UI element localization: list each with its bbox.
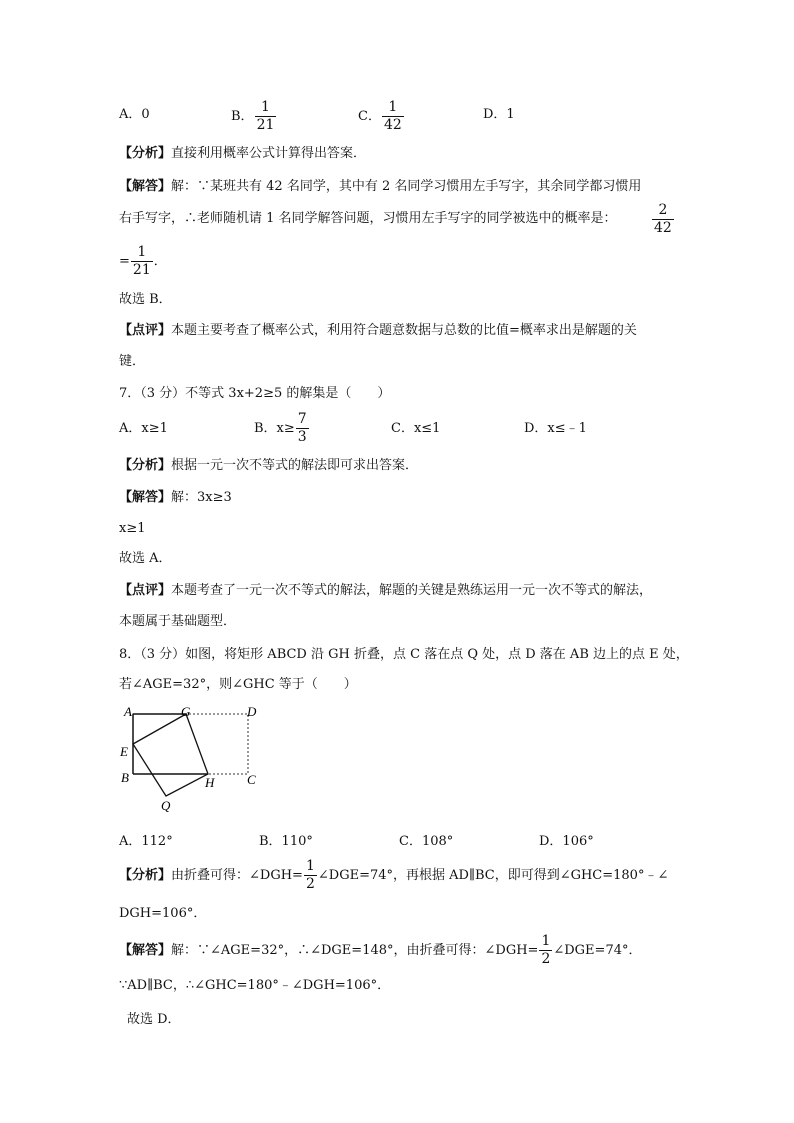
equals-sign: = bbox=[119, 254, 130, 269]
solution-tag: 【解答】 bbox=[119, 490, 172, 505]
comment-tag: 【点评】 bbox=[119, 583, 172, 598]
q6-option-d: D．1 bbox=[483, 107, 515, 122]
fraction bbox=[131, 244, 153, 279]
q6-option-c bbox=[358, 99, 405, 134]
q8-analysis-line1 bbox=[119, 858, 668, 893]
q6-option-c-prefix: C． bbox=[358, 109, 381, 124]
label-b: B bbox=[121, 770, 129, 785]
q6-comment-line1 bbox=[119, 322, 637, 340]
label-e: E bbox=[120, 744, 128, 759]
q7-option-a: A．x≥1 bbox=[119, 421, 168, 436]
q6-option-a: A．0 bbox=[119, 107, 150, 122]
q6-choose: 故选 B． bbox=[119, 292, 172, 307]
label-q: Q bbox=[161, 798, 171, 813]
q7-analysis bbox=[119, 457, 418, 475]
fraction bbox=[539, 933, 552, 968]
q7-option-d: D．x≤﹣1 bbox=[524, 421, 587, 436]
analysis-tag: 【分析】 bbox=[119, 146, 172, 161]
q8-option-d: D．106° bbox=[539, 834, 594, 849]
q7-solution-line1 bbox=[119, 489, 232, 507]
fraction-denominator: 42 bbox=[654, 220, 672, 236]
q6-analysis bbox=[119, 145, 366, 163]
q7-option-b bbox=[254, 411, 310, 446]
q8-solution-line2: ∵AD∥BC，∴∠GHC=180°﹣∠DGH=106°． bbox=[119, 978, 391, 993]
q8-question-line2: 若∠AGE=32°，则∠GHC 等于（ ） bbox=[119, 677, 357, 692]
fraction-numerator: 1 bbox=[261, 99, 270, 115]
fraction-numerator: 1 bbox=[541, 933, 551, 949]
q8-solution-line1 bbox=[119, 933, 641, 968]
q8-option-c: C．108° bbox=[399, 834, 454, 849]
solution-text: 解：∵某班共有 42 名同学，其中有 2 名同学习惯用左手写字，其余同学都习惯用 bbox=[171, 179, 642, 194]
fraction-denominator: 2 bbox=[305, 876, 315, 892]
fraction bbox=[304, 858, 317, 893]
comment-text: 本题考查了一元一次不等式的解法，解题的关键是熟练运用一元一次不等式的解法， bbox=[171, 583, 653, 598]
q7-question: 7．（3 分）不等式 3x+2≥5 的解集是（ ） bbox=[119, 386, 391, 401]
solution-text-post: ∠DGE=74°． bbox=[553, 943, 642, 958]
q7-choose: 故选 A． bbox=[119, 551, 172, 566]
fraction-denominator: 2 bbox=[541, 951, 551, 967]
label-h: H bbox=[205, 775, 215, 790]
q6-solution-line1 bbox=[119, 178, 641, 196]
q8-option-a: A．112° bbox=[119, 834, 173, 849]
fraction-denominator: 42 bbox=[383, 117, 402, 133]
fraction bbox=[652, 202, 674, 237]
q7-option-b-prefix: B．x≥ bbox=[254, 421, 295, 436]
q7-solution-line2: x≥1 bbox=[119, 521, 146, 536]
analysis-text: 根据一元一次不等式的解法即可求出答案． bbox=[171, 458, 419, 473]
fraction-numerator: 2 bbox=[658, 202, 668, 218]
comment-tag: 【点评】 bbox=[119, 323, 172, 338]
solution-tag: 【解答】 bbox=[119, 943, 172, 958]
fraction-denominator: 21 bbox=[132, 262, 151, 278]
analysis-text-pre: 由折叠可得：∠DGH= bbox=[171, 868, 303, 883]
q6-option-b-prefix: B． bbox=[231, 109, 254, 124]
q8-analysis-line2: DGH=106°． bbox=[119, 906, 207, 921]
q6-option-c-fraction bbox=[382, 99, 404, 134]
analysis-text-post: ∠DGE=74°，再根据 AD∥BC，即可得到∠GHC=180°﹣∠ bbox=[317, 868, 669, 883]
rectangle-abcd-dashed bbox=[133, 714, 248, 774]
q8-choose: 故选 D． bbox=[127, 1012, 181, 1027]
q6-option-b bbox=[231, 99, 277, 134]
q7-comment-line1 bbox=[119, 582, 652, 600]
q6-solution-result bbox=[119, 244, 167, 279]
q7-option-c: C．x≤1 bbox=[391, 421, 441, 436]
analysis-text: 直接利用概率公式计算得出答案． bbox=[171, 146, 367, 161]
q8-figure bbox=[115, 702, 275, 814]
fraction-denominator: 21 bbox=[256, 117, 275, 133]
analysis-tag: 【分析】 bbox=[119, 458, 172, 473]
fraction-numerator: 1 bbox=[388, 99, 398, 115]
label-a: A bbox=[124, 704, 132, 719]
comment-text: 本题主要考查了概率公式，利用符合题意数据与总数的比值=概率求出是解题的关 bbox=[171, 323, 637, 338]
label-c: C bbox=[247, 772, 256, 787]
analysis-tag: 【分析】 bbox=[119, 868, 172, 883]
label-d: D bbox=[247, 704, 257, 719]
label-g: G bbox=[181, 704, 191, 719]
folded-quadrilateral-eghq bbox=[133, 714, 208, 796]
q8-option-b: B．110° bbox=[259, 834, 313, 849]
fraction-numerator: 1 bbox=[305, 858, 315, 874]
fraction-denominator: 3 bbox=[297, 429, 307, 445]
period: ． bbox=[153, 254, 167, 269]
solution-tag: 【解答】 bbox=[119, 179, 172, 194]
q8-question-line1: 8．（3 分）如图，将矩形 ABCD 沿 GH 折叠，点 C 落在点 Q 处，点 D 落在 AB 边上的点 E 处， bbox=[119, 647, 689, 662]
q7-comment-line2: 本题属于基础题型． bbox=[119, 614, 237, 629]
q6-solution-line2: 右手写字，∴老师随机请 1 名同学解答问题，习惯用左手写字的同学被选中的概率是： bbox=[119, 211, 617, 226]
fraction bbox=[296, 411, 309, 446]
fraction-numerator: 7 bbox=[297, 411, 307, 427]
q6-option-b-fraction bbox=[255, 99, 277, 134]
solution-text-pre: 解：∵∠AGE=32°，∴∠DGE=148°，由折叠可得：∠DGH= bbox=[171, 943, 539, 958]
q6-solution-fraction1 bbox=[651, 202, 675, 237]
solution-text: 解：3x≥3 bbox=[171, 490, 232, 505]
q6-comment-line2: 键． bbox=[119, 354, 146, 369]
fraction-numerator: 1 bbox=[137, 244, 147, 260]
